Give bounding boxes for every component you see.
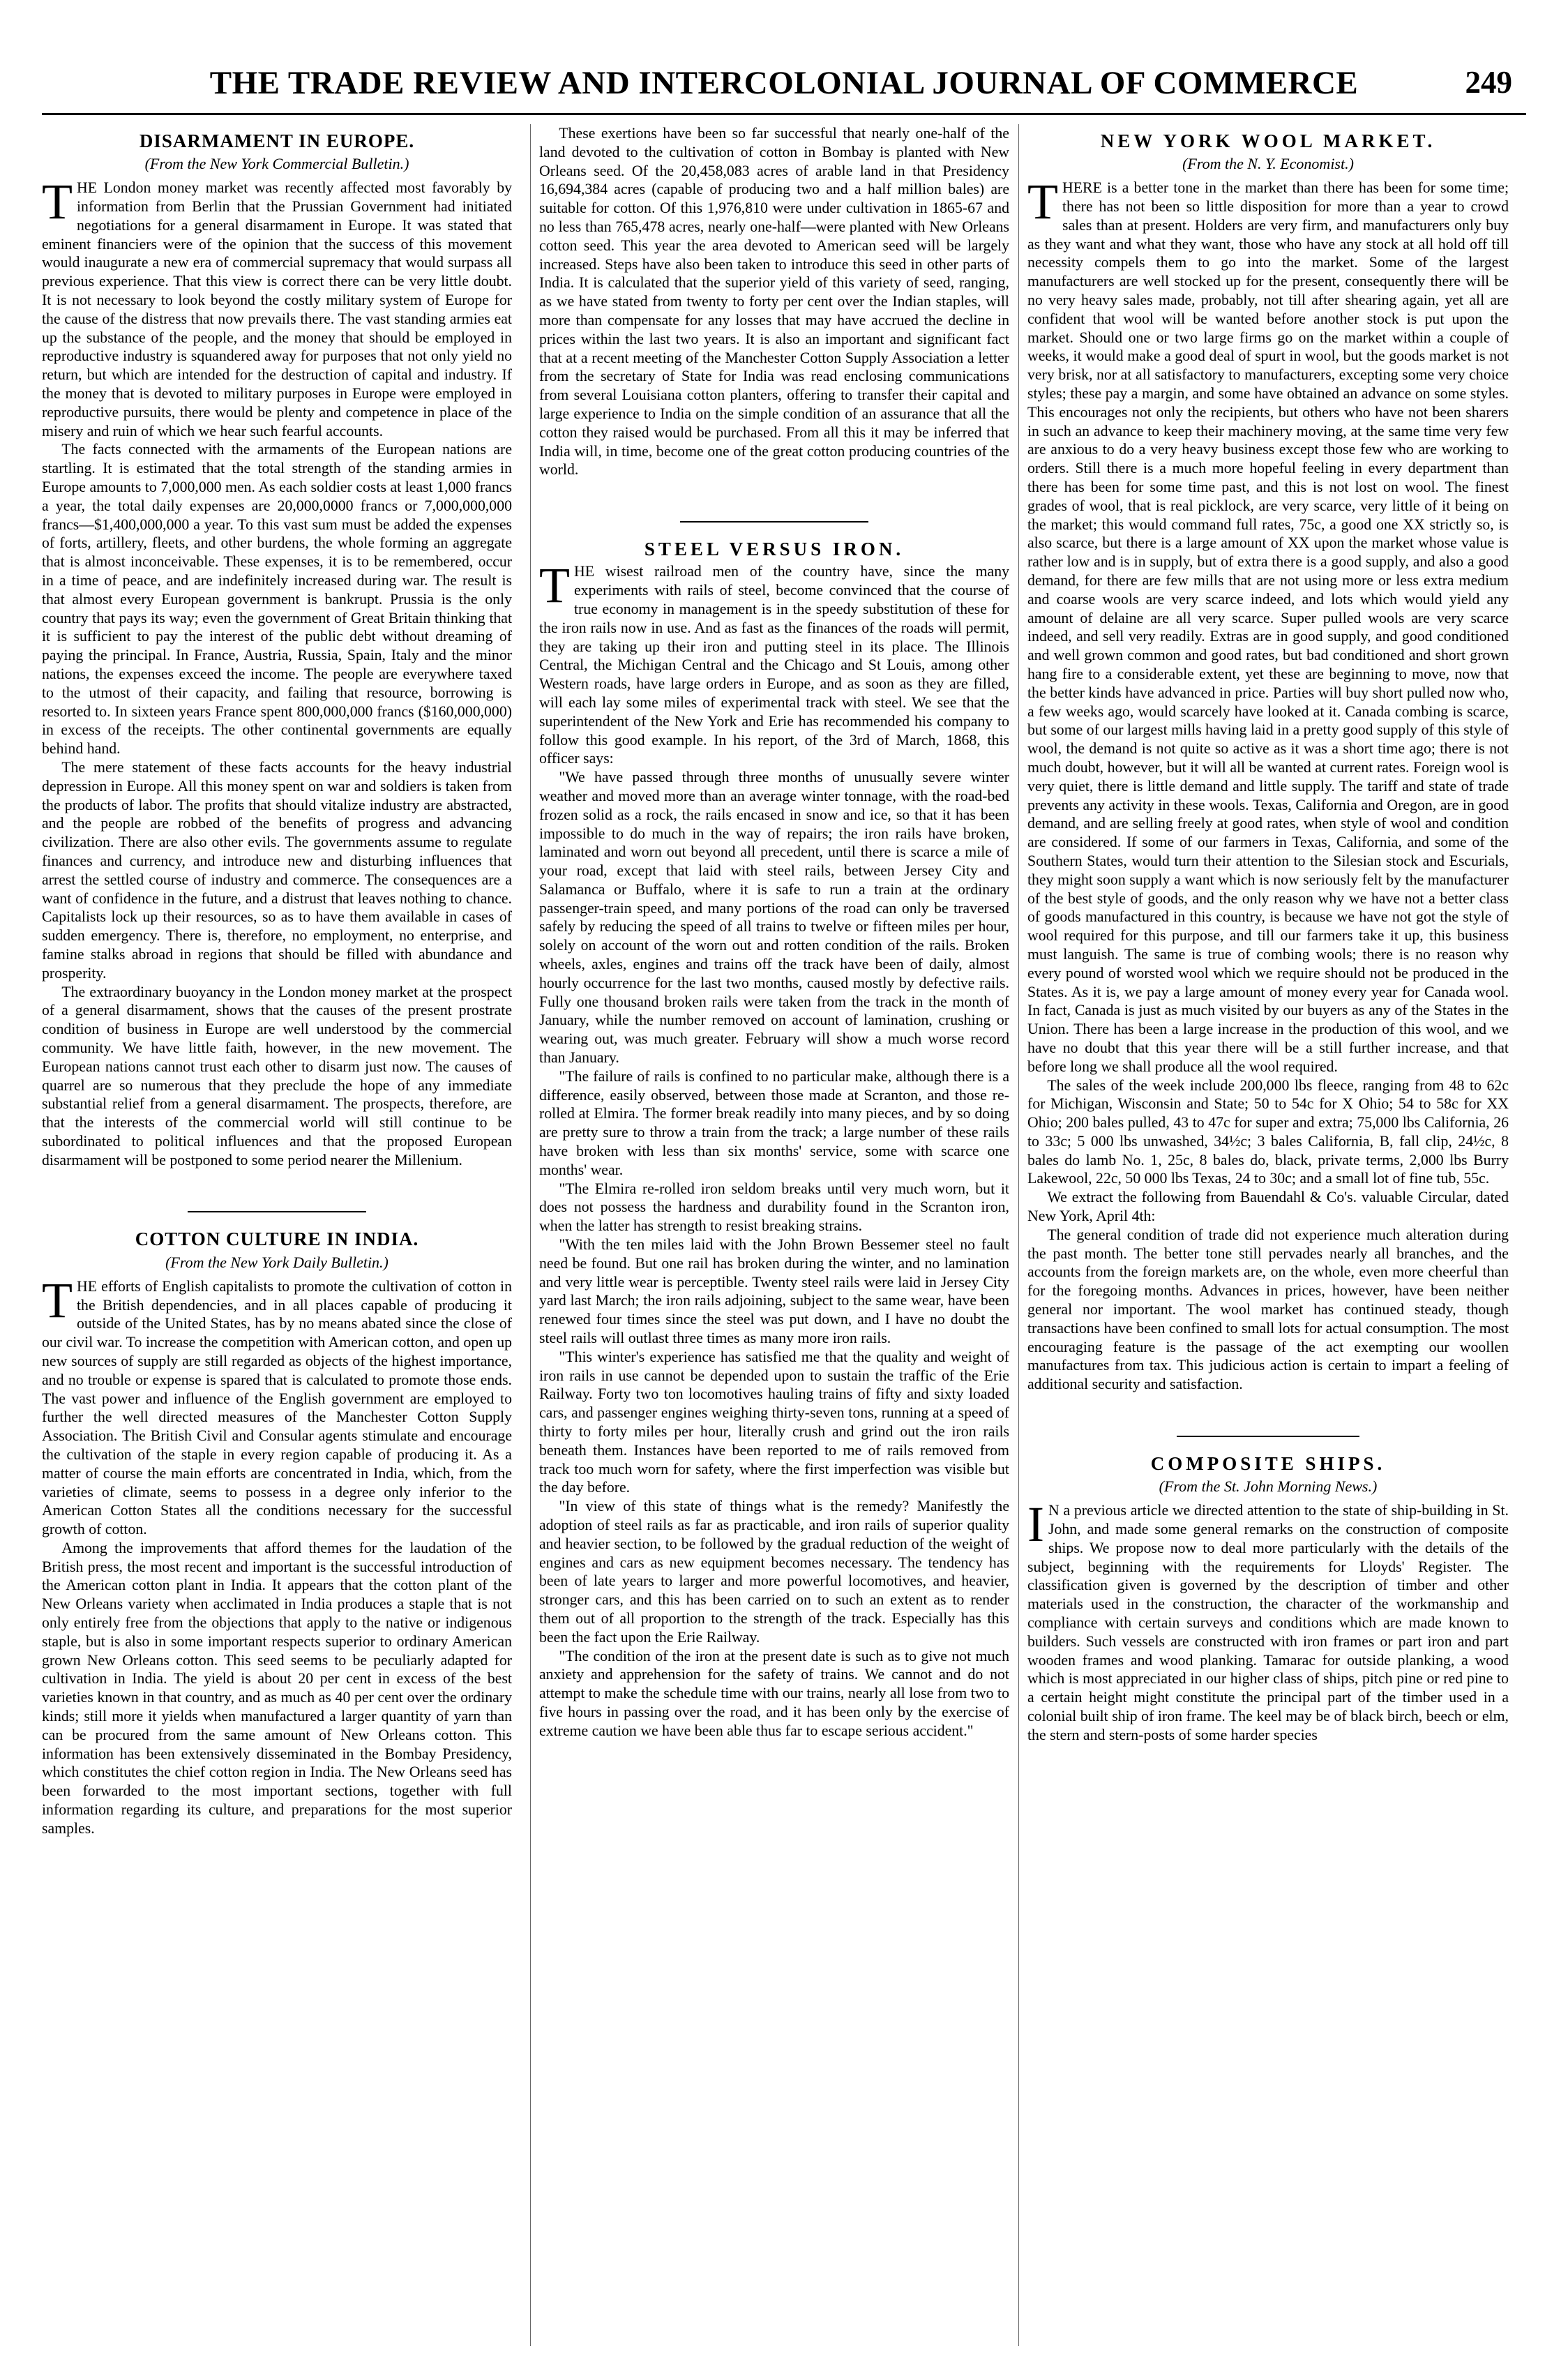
article-source: (From the St. John Morning News.): [1159, 1478, 1378, 1496]
page-header: [42, 64, 1526, 115]
article-source: (From the New York Daily Bulletin.): [165, 1253, 389, 1271]
article-paragraph: I N a previous article we directed attention to the state of ship-building in St. John, and made some general remarks on the construction of composite ships. We propose now to deal more particularly with the details of the subject, beginning with the requirements for Lloyds' Register. The classification given is governed by the description of timber and other materials used in the construction, the character of the workmanship and compliance with certain surveys and conditions which are made known to builders. Such vessels are constructed with iron frames or part iron and part wooden frames and wood planking. Tamarac for outside planking, a wood which is most appreciated in our higher class of ships, pitch pine or red pine to a certain height might constitute the principal part of the timber used in a colonial built ship of iron frame. The keel may be of black birch, beech or elm, the stern and stern-posts of some harder species: [1027, 1496, 1509, 1743]
page-number: 249: [1465, 65, 1512, 100]
article-paragraph: "The Elmira re-rolled iron seldom breaks until very much worn, but it does not possess the hardness and durability found in the Scranton iron, when the latter has strength to resist breaking strains.: [539, 1180, 1009, 1235]
article-divider: [188, 1211, 366, 1212]
article-paragraph: "The condition of the iron at the present date is such as to give not much anxiety and apprehension for the safety of trains. We cannot and do not attempt to make the schedule time with our trains, nearly all lose from two to five hours in passing over the road, and it has been only by the exercise of extreme caution we have been able thus far to escape serious accident.": [539, 1647, 1009, 1739]
article-title: STEEL VERSUS IRON.: [644, 539, 905, 560]
column-3: [1018, 124, 1509, 2346]
drop-cap: I: [1027, 1496, 1044, 1553]
article-paragraph: The general condition of trade did not experience much alteration during the past month. The better tone still pervades nearly all branches, and the accounts from the foreign markets are, on the whole, even more cheerful than for the foregoing months. Advances in prices, however, have been neither general nor important. The wool market has continued steady, though transactions have been confined to small lots for actual consumption. The most encouraging feature is the passage of the act exempting our woollen manufactures from tax. This judicious action is certain to impart a feeling of additional security and satisfaction.: [1027, 1226, 1509, 1393]
article-paragraph: "With the ten miles laid with the John Brown Bessemer steel no fault need be found. But one rail has broken during the winter, and no lamination and very little wear is perceptible. Twenty steel rails were laid in Jersey City yard last March; the iron rails adjoining, subject to the same wear, have been renewed four times since the steel was put down, and I have no doubt the steel rails will outlast three times as many more iron rails.: [539, 1236, 1009, 1347]
article-title: NEW YORK WOOL MARKET.: [1100, 130, 1436, 151]
article-paragraph: The sales of the week include 200,000 lbs fleece, ranging from 48 to 62c for Michigan, Wisconsin and State; 50 to 54c for X Ohio; 54 to 58c for XX Ohio; 200 bales pulled, 43 to 47c for super and extra; 75,000 lbs California, 26 to 33c; 5 000 lbs unwashed, 34½c; 3 bales California, B, fall clip, 24½c, 8 bales do lamb No. 1, 25c, 8 bales do, black, private terms, 2,000 lbs Burry Lakewool, 22c, 50 000 lbs Texas, 24 to 30c; and a small lot of fine tub, 55c.: [1027, 1076, 1509, 1187]
article-paragraph: The mere statement of these facts accounts for the heavy industrial depression in Europe. All this money spent on war and soldiers is taken from the products of labor. The profits that should vitalize industry are abstracted, and the people are robbed of the benefits of progress and advancing civilization. There are also other evils. The governments assume to regulate finances and currency, and introduce new and disturbing influences that arrest the settled course of industry and commerce. The consequences are a want of confidence in the future, and a distrust that leaves nothing to chance. Capitalists lock up their resources, so as to have them available in cases of sudden emergency. There is, therefore, no employment, no enterprise, and famine stalks abroad in regions that should be filled with abundance and prosperity.: [42, 758, 512, 982]
article-title: DISARMAMENT IN EUROPE.: [139, 130, 415, 151]
article-source: (From the New York Commercial Bulletin.): [144, 155, 409, 173]
article-paragraph: We extract the following from Bauendahl & Co's. valuable Circular, dated New York, April 4th:: [1027, 1189, 1509, 1225]
article-paragraph: "This winter's experience has satisfied me that the quality and weight of iron rails in use cannot be depended upon to sustain the traffic of the Erie Railway. Forty two ton locomotives hauling trains of fifty and sixty loaded cars, and passenger engines weighing thirty-seven tons, running at a speed of thirty to forty miles per hour, literally crush and grind out the iron rails beneath them. Instances have been reported to me of rails removed from track too much worn for safety, where the first imperfection was visible but the day before.: [539, 1348, 1009, 1496]
article-source: (From the N. Y. Economist.): [1182, 155, 1354, 173]
article-paragraph: THERE is a better tone in the market than there has been for some time; there has not been so little disposition for more than a year to crowd sales than at present. Holders are very firm, and manufacturers only buy as they want and what they want, those who have any stock at all hold off till necessity compels them to go into the market. Some of the largest manufacturers are well stocked up for the present, consequently there will be no very heavy sales made, probably, not till after shearing again, yet all are confident that wool will be wanted before another stock is put upon the market. Should one or two large firms go on the market within a couple of weeks, it would make a good deal of spurt in wool, but the goods market is not very brisk, nor at all satisfactory to manufacturers, excepting some very choice styles; these pay a margin, and some have obtained an advance on some styles. This encourages not only the recipients, but others who have not been sharers in such an advance to keep their machinery moving, at the same time very few are anxious to do a very heavy business except those few who are working to orders. Still there is a much more hopeful feeling in every department than there has been for some time past, and this is not lost on wool. The finest grades of wool, that is real picklock, are very scarce, very little of it being on the market; this would command full rates, 75c, a good one XX strictly so, is also scarce, but there is a large amount of XX upon the market whose value is rather low and is in supply, but of extra there is a good supply, and also a good demand, for there are few mills that are not using more or less extra medium and coarse wools are very scarce indeed, and lots which would yield any amount of delaine are all very scarce. Super pulled wools are very scarce indeed, and sell very readily. Extras are in good supply, and good conditioned and well grown common and good rates, but bad conditioned and short grown hang fire to a considerable extent, yet these are beginning to move, now that the better kinds have advanced in price. Parties will buy short pulled now who, a few weeks ago, would scarcely have looked at it. Canada combing is scarce, but some of our largest mills having laid in a pretty good supply of this style of wool, the demand is not quite so active as it was a short time ago; there is not much doubt, however, but it will all be wanted at current rates. Foreign wool is very quiet, there is little demand and little supply. The tariff and state of trade prevents any activity in these wools. Texas, California and Oregon, are in good demand, and are selling freely at good rates, when style of wool and condition are considered. If some of our farmers in Texas, California, and some of the Southern States, would turn their attention to the Silesian stock and Escurials, they might soon supply a want which is now seriously felt by the manufacturer of the best style of goods, and the only reason why we have not a better class of goods manufactured in this country, is because we have not got the style of wool required for this purpose, and till our farmers take it up, this business must languish. The same is true of combing wools; there is no reason why every pound of worsted wool which we require should not be produced in the States. As it is, we pay a large amount of money every year for Canada wool. In fact, Canada is just as much visited by our buyers as any of the States in the Union. There has been a large increase in the production of this wool, and we have no doubt that this year there will be a still further increase, and that before long we shall produce all the wool required.: [1027, 174, 1509, 1075]
article-paragraph: The facts connected with the armaments of the European nations are startling. It is estimated that the total strength of the standing armies in Europe amounts to 7,000,000 men. As each soldier costs at least 1,000 francs a year, the total daily expenses are 20,000,0000 francs or 7,000,000,000 francs—$1,400,000,000 a year. To this vast sum must be added the expenses of forts, artillery, fleets, and other burdens, the whole forming an aggregate that is almost inconceivable. These expenses, it is to be remembered, occur in a time of peace, and are indefinitely increased during war. The result is that almost every European government is bankrupt. Prussia is the only country that pays its way; even the government of Great Britain thinking that it is sufficient to pay the interest of the public debt without dreaming of paying the principal. In France, Austria, Russia, Spain, Italy and the minor nations, the expenses exceed the income. The people are everywhere taxed to the utmost of their capacity, and failing that resource, borrowing is resorted to. In sixteen years France spent 800,000,000 francs ($160,000,000) in excess of the receipts. The other continental governments are equally behind hand.: [42, 441, 512, 758]
article-title: COTTON CULTURE IN INDIA.: [135, 1228, 419, 1250]
column-2: [530, 124, 1009, 2346]
article-disarmament: [42, 130, 512, 1169]
drop-cap: T: [42, 174, 73, 230]
article-cotton: [42, 1228, 512, 1837]
article-paragraph: These exertions have been so far successful that nearly one-half of the land devoted to the cultivation of cotton in Bombay is planted with New Orleans seed. Of the 20,458,083 acres of arable land in that Presidency 16,694,384 acres (capable of producing two and a half million bales) are suitable for cotton. Of this 1,976,810 were under cultivation in 1865-67 and no less than 765,478 acres, nearly one-half—were planted with New Orleans cotton seed. This year the area devoted to American seed will be largely increased. Steps have also been taken to introduce this seed in other parts of India. It is calculated that the superior yield of this variety of seed, ranging, as we have stated from twenty to forty per cent over the Indian staples, will more than compensate for any losses that may have accrued the decline in prices within the last two years. It is also an important and significant fact that at a recent meeting of the Manchester Cotton Supply Association a letter from the secretary of State for India was read enclosing communications from several Louisiana cotton planters, offering to transfer their capital and large experience to India on the simple condition of an assurance that all the cotton they raised would be purchased. From all this it may be inferred that India will, in time, become one of the great cotton producing countries of the world.: [539, 125, 1009, 479]
drop-cap: T: [1027, 174, 1058, 230]
drop-cap: T: [42, 1272, 73, 1328]
article-divider: [680, 521, 868, 523]
article-paragraph: Among the improvements that afford themes for the laudation of the British press, the most recent and important is the successful introduction of the American cotton plant in India. It appears that the cotton plant of the New Orleans variety when acclimated in India produces a staple that is not only entirely free from the objections that apply to the native or indigenous staple, but is also in some important respects superior to ordinary American grown New Orleans cotton. This seed seems to be peculiarly adapted for cultivation in India. The yield is about 20 per cent in excess of the best varieties known in that country, and as much as 40 per cent over the ordinary kinds; still more it yields when manufactured a larger quantity of yarn than can be procured from the same amount of New Orleans cotton. This information has been extensively disseminated in the Bombay Presidency, which constitutes the chief cotton region in India. The New Orleans seed has been forwarded to the most important sections, together with full information regarding its culture, and preparations for the most superior samples.: [42, 1539, 512, 1837]
article-paragraph: The extraordinary buoyancy in the London money market at the prospect of a general disarmament, shows that the causes of the present prostrate condition of business in Europe are well understood by the commercial community. We have little faith, however, in the new movement. The European nations cannot trust each other to disarm just now. The causes of quarrel are so numerous that they preclude the hope of any immediate substantial relief from a general disarmament. The prospects, therefore, are that the interests of the commercial world will still continue to be subordinated to political influences and that the proposed European disarmament will be postponed to some period nearer the Millenium.: [42, 983, 512, 1168]
drop-cap: T: [539, 557, 570, 614]
article-cotton-continued: [539, 124, 1009, 479]
article-wool: [1027, 130, 1509, 1394]
article-divider: [1177, 1436, 1359, 1437]
running-title: THE TRADE REVIEW AND INTERCOLONIAL JOURNAL OF COMMERCE: [209, 65, 1359, 101]
article-paragraph: "We have passed through three months of unusually severe winter weather and moved more than an average winter tonnage, with the road-bed frozen solid as a rock, the rails encased in snow and ice, so that it has been impossible to do much in the way of repairs; the iron rails have broken, laminated and worn out beyond all precedent, until there is scarce a mile of your road, except that laid with steel rails, between Jersey City and Salamanca or Buffalo, where it is safe to run a train at the ordinary passenger-train speed, and many portions of the road can only be traversed safely by reducing the speed of all trains to twelve or fifteen miles per hour, solely on account of the worn out and rotten condition of the rails. Broken wheels, axles, engines and trains off the track have been of daily, almost hourly occurrence for the last two months, caused mostly by defective rails. Fully one thousand broken rails were taken from the track in the month of January, while the number removed on account of lamination, crushing or wearing out, was much greater. February will show a much worse record than January.: [539, 769, 1009, 1067]
article-paragraph: THE London money market was recently affected most favorably by information from Berlin that the Prussian Government had initiated negotiations for a general disarmament in Europe. It was stated that eminent financiers were of the opinion that the success of this movement would inaugurate a new era of commercial supremacy that would surpass all previous experience. That this view is correct there can be very little doubt. It is not necessary to look beyond the costly military system of Europe for the cause of the distress that now prevails there. The vast standing armies eat up the substance of the people, and the money that should be employed in reproductive industry is squandered away for purposes that not only yield no return, but which are intended for the destruction of capital and industry. If the money that is devoted to military purposes in Europe were employed in reproductive pursuits, there would be plenty and competence in place of the misery and ruin of which we hear such fearful accounts.: [42, 174, 512, 439]
article-paragraph: "In view of this state of things what is the remedy? Manifestly the adoption of steel rails as far as practicable, and iron rails of superior quality and heavier section, to be followed by the gradual reduction of the weight of engines and cars as new equipment becomes necessary. The tendency has been of late years to larger and more powerful locomotives, and heavier, stronger cars, and this has been carried on to such an extent as to render them out of all proportion to the strength of the track. Especially has this been the fact upon the Erie Railway.: [539, 1498, 1009, 1646]
article-ships: [1027, 1452, 1509, 1745]
article-paragraph: THE efforts of English capitalists to promote the cultivation of cotton in the British dependencies, and in all places capable of producing it outside of the United States, has by no means abated since the close of our civil war. To increase the competition with American cotton, and open up new sources of supply are still regarded as objects of the highest importance, and no trouble or expense is spared that is calculated to promote those ends. The vast power and influence of the English government are employed to further the well directed measures of the Manchester Cotton Supply Association. The British Civil and Consular agents stimulate and encourage the cultivation of the staple in every region capable of producing it. As a matter of course the main efforts are concentrated in India, which, from the varieties of climate, seems to possess in a degree only inferior to the American Cotton States all the conditions necessary for the successful growth of cotton.: [42, 1272, 512, 1538]
article-paragraph: THE wisest railroad men of the country have, since the many experiments with rails of steel, become convinced that the course of true economy in management is in the speedy substitution of these for the iron rails now in use. And as fast as the finances of the roads will permit, they are taking up their iron and putting steel in its place. The Illinois Central, the Michigan Central and the Chicago and St Louis, among other Western roads, have large orders in Europe, and as soon as they are filled, will each lay some miles of experimental track with steel. We see that the superintendent of the New York and Erie has recommended his company to follow this good example. In his report, of the 3rd of March, 1868, this officer says:: [539, 557, 1009, 767]
column-1: [42, 124, 512, 2346]
article-steel: [539, 538, 1009, 1740]
article-title: COMPOSITE SHIPS.: [1150, 1453, 1386, 1475]
article-paragraph: "The failure of rails is confined to no particular make, although there is a difference, easily observed, between those made at Scranton, and those re-rolled at Elmira. The former break readily into many pieces, and by so doing are pretty sure to throw a train from the track; a large number of these rails have broken with less than six months' service, some with scarce one months' wear.: [539, 1067, 1009, 1178]
